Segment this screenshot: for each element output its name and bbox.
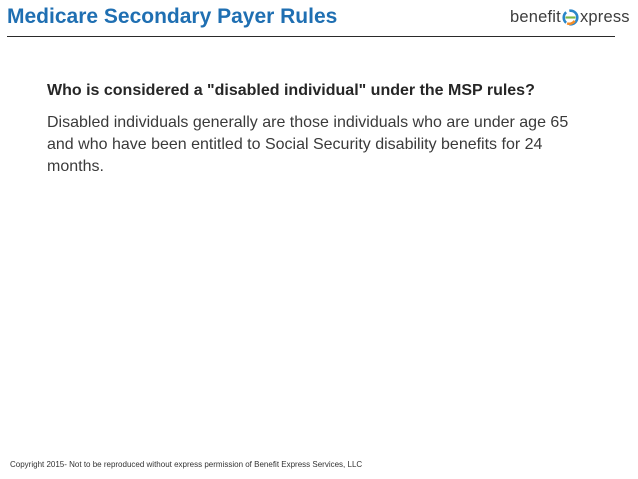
answer-text: Disabled individuals generally are those individuals who are under age 65 and who have been entitled to Social Security disability benefits for 24 months.: [47, 114, 569, 175]
slide-body: [47, 80, 577, 178]
header-divider: [7, 36, 615, 37]
benefit-express-e-icon: [562, 9, 579, 26]
benefit-express-logo: [510, 5, 630, 29]
copyright-footer: Copyright 2015- Not to be reproduced without express permission of Benefit Express Services, LLC: [10, 460, 363, 469]
page-title: Medicare Secondary Payer Rules: [7, 5, 338, 28]
logo-text-suffix: xpress: [579, 7, 630, 26]
slide-header: [0, 0, 638, 40]
logo-text-prefix: benefit: [510, 7, 561, 26]
question-text: Who is considered a "disabled individual" under the MSP rules?: [47, 82, 535, 99]
